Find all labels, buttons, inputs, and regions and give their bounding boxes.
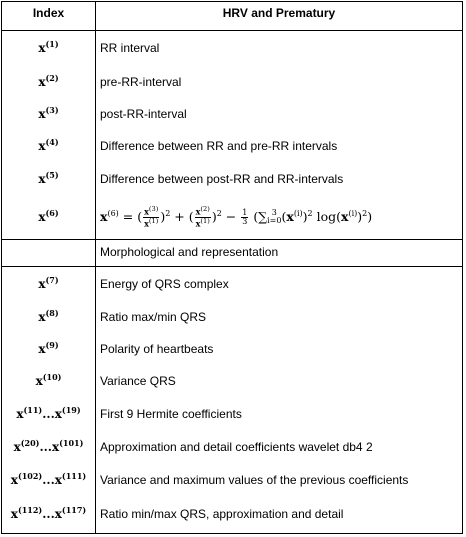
index-cell [2,65,96,97]
section-label: Morphological and representation [96,240,463,267]
index-symbol [38,139,58,153]
description-cell: Ratio min/max QRS, approximation and detail [96,496,463,534]
index-base: x [10,507,18,522]
index-cell [2,98,96,130]
index-superscript: (5) [45,169,59,180]
description-cell: Difference between post-RR and RR-intervals [96,163,463,195]
index-superscript: (112) [17,505,43,516]
index-superscript: (10) [42,372,62,383]
description-cell: Energy of QRS complex [96,267,463,300]
table-row [2,431,463,463]
index-superscript: (111) [61,470,87,481]
index-range [14,440,84,454]
table-row [2,267,463,300]
range-dots: ... [42,407,55,422]
index-superscript: (7) [45,274,59,285]
index-base: x [54,507,62,522]
index-base: x [38,41,46,56]
index-base: x [51,440,60,455]
index-superscript: (6) [45,208,59,219]
index-base: x [16,407,24,422]
table-row [2,163,463,195]
index-superscript: (19) [61,405,81,416]
index-superscript: (101) [59,438,84,449]
table-row [2,365,463,397]
index-range [10,470,87,487]
description-cell: Variance QRS [96,365,463,397]
index-symbol [38,169,59,186]
description-cell: First 9 Hermite coefficients [96,398,463,431]
index-cell [2,365,96,397]
index-base: x [13,440,21,455]
index-superscript: (1) [45,39,59,50]
index-base: x [38,342,46,357]
index-range [16,407,80,421]
index-cell [2,163,96,195]
index-range [11,507,86,521]
description-header: HRV and Prematury [96,2,463,31]
description-cell: Approximation and detail coefficients wavelet db4 2 [96,431,463,463]
index-symbol [38,104,59,121]
index-base: x [38,171,46,186]
index-superscript: (11) [23,405,43,416]
formula-cell [96,195,463,240]
index-superscript: (102) [17,470,43,481]
index-symbol [38,342,58,356]
index-superscript: (2) [45,72,59,83]
table-row [2,398,463,431]
index-cell [2,333,96,365]
index-base: x [10,472,18,487]
index-base: x [38,309,46,324]
index-superscript: (9) [45,340,59,351]
table-row [2,300,463,332]
formula-row [2,195,463,240]
index-base: x [54,407,62,422]
index-base: x [38,106,46,121]
table-row [2,98,463,130]
section-row [2,240,463,267]
range-dots: ... [42,507,55,522]
table-row [2,464,463,496]
index-cell [2,31,96,65]
index-symbol [38,41,58,55]
index-cell [2,195,96,240]
index-base: x [35,374,43,389]
index-base: x [54,472,62,487]
index-superscript: (3) [45,104,59,115]
description-cell: Ratio max/min QRS [96,300,463,332]
description-cell: RR interval [96,31,463,65]
table-row [2,31,463,65]
formula-equation: $x^{(6)}$ = ( $\frac{x^{(3)}}{x^{(1)}}$ )$^2$ + ( $\frac{x^{(2)}}{x^{(1)}}$ )$^2$ − $\frac{1}{3}$ (∑ 3 i=0 $(x^{(i)})^2$ $\log(x^{(i)})^2$) [100,204,373,229]
index-cell-empty [2,240,96,267]
index-cell [2,300,96,332]
index-superscript: (117) [61,505,87,516]
index-symbol [38,72,59,89]
description-cell: pre-RR-interval [96,65,463,97]
index-cell [2,496,96,534]
table-row [2,130,463,162]
range-dots: ... [42,472,55,487]
index-symbol [38,307,59,324]
index-cell [2,267,96,300]
index-superscript: (4) [45,137,59,148]
description-cell: post-RR-interval [96,98,463,130]
features-table [1,1,463,534]
index-cell [2,130,96,162]
index-superscript: (20) [20,438,40,449]
range-dots: ... [39,440,52,455]
index-cell [2,398,96,431]
index-base: x [38,139,46,154]
index-base: x [38,74,46,89]
table-row [2,333,463,365]
index-symbol [36,374,62,388]
table-row [2,65,463,97]
header-row [2,2,463,31]
description-cell: Difference between RR and pre-RR intervals [96,130,463,162]
index-header: Index [2,2,96,31]
index-base: x [38,276,46,291]
table-row [2,496,463,534]
index-cell [2,431,96,463]
index-symbol [38,274,59,291]
index-base: x [38,210,46,225]
description-cell: Variance and maximum values of the previous coefficients [96,464,463,496]
description-cell: Polarity of heartbeats [96,333,463,365]
index-symbol [38,210,58,224]
index-cell [2,464,96,496]
index-superscript: (8) [45,307,59,318]
